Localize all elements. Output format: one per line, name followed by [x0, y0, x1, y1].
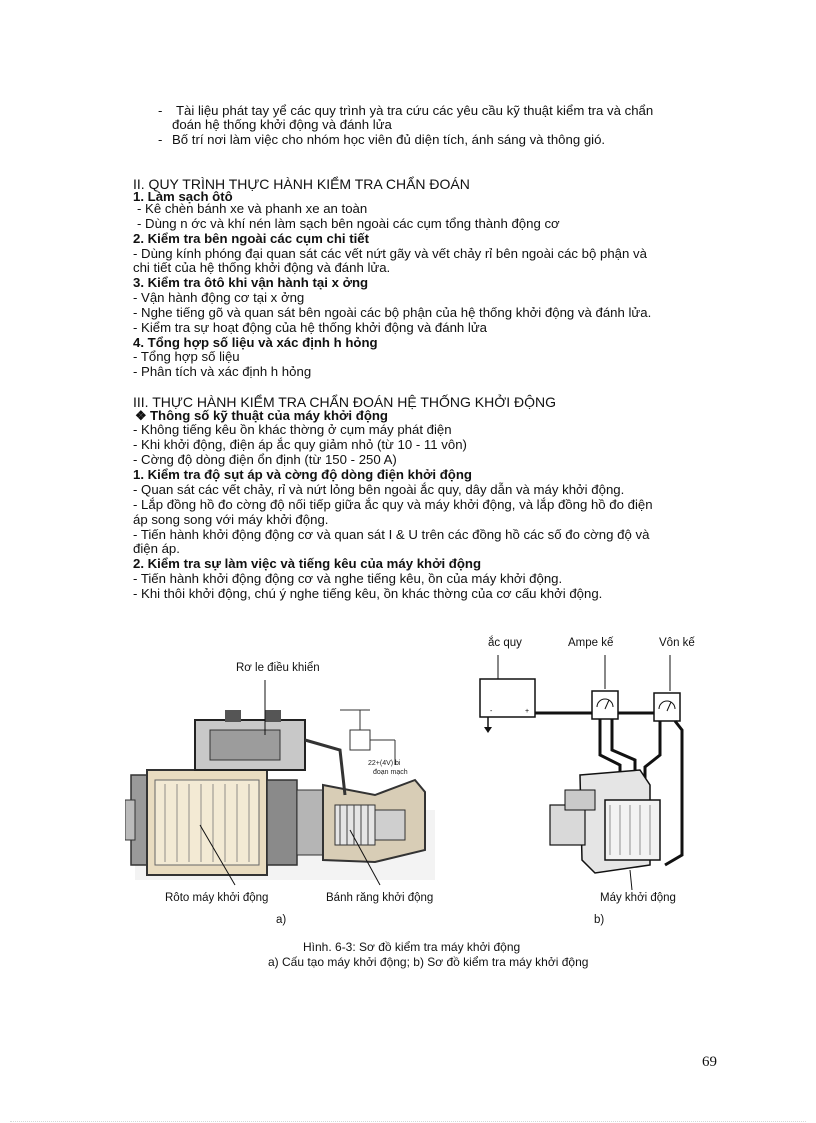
step-1-line-1: - Kê chèn bánh xe và phanh xe an toàn — [137, 201, 368, 216]
step-3-title: 3. Kiểm tra ôtô khi vận hành tại x ởng — [133, 275, 369, 290]
svg-text:+: + — [525, 708, 530, 715]
step-1-title: 1. Làm sạch ôtô — [133, 189, 233, 204]
step-4-title: 4. Tổng hợp số liệu và xác định h hỏng — [133, 335, 378, 350]
procedure-1-line-4: - Tiến hành khởi động động cơ và quan sát I & U trên các đồng hồ các số đo cờng độ và — [133, 527, 650, 542]
procedure-1-line-3: áp song song với máy khởi động. — [133, 512, 329, 527]
procedure-1-line-5: điện áp. — [133, 541, 180, 556]
label-b: b) — [594, 914, 605, 926]
figure-caption-line-1: Hình. 6-3: Sơ đồ kiểm tra máy khởi động — [303, 940, 521, 954]
step-3-line-2: - Nghe tiếng gõ và quan sát bên ngoài các bộ phận của hệ thống khởi động và đánh lửa. — [133, 305, 652, 320]
step-2-line-2: chi tiết của hệ thống khởi động và đánh lửa. — [133, 260, 391, 275]
test-circuit-diagram — [470, 655, 705, 890]
label-starter-motor: Máy khởi động — [600, 892, 676, 904]
svg-text:-: - — [490, 708, 493, 715]
label-voltmeter: Vôn kế — [659, 637, 695, 649]
spec-title: Thông số kỹ thuật của máy khởi động — [150, 408, 388, 423]
step-3-line-1: - Vận hành động cơ tại x ởng — [133, 290, 305, 305]
page-number: 69 — [702, 1054, 717, 1070]
step-2-title: 2. Kiểm tra bên ngoài các cụm chi tiết — [133, 231, 369, 246]
step-3-line-3: - Kiểm tra sự hoạt động của hệ thống khởi động và đánh lửa — [133, 320, 488, 335]
procedure-2-title: 2. Kiểm tra sự làm việc và tiếng kêu của máy khởi động — [133, 556, 482, 571]
label-pinion-gear: Bánh răng khởi động — [326, 892, 434, 904]
battery-icon — [480, 679, 535, 733]
label-ammeter: Ampe kế — [568, 637, 614, 649]
starter-motor-icon — [550, 770, 660, 873]
bullet-dash-2: - — [158, 132, 163, 147]
footer-divider — [10, 1121, 806, 1122]
spec-line-3: - Cờng độ dòng điện ổn định (từ 150 - 250 A) — [133, 452, 397, 467]
procedure-1-title: 1. Kiểm tra độ sụt áp và cờng độ dòng điện khởi động — [133, 467, 472, 482]
label-rotor: Rôto máy khởi động — [165, 892, 269, 904]
step-1-line-2: - Dùng n ớc và khí nén làm sạch bên ngoài các cụm tổng thành động cơ — [137, 216, 560, 231]
inner-text-circuit: đoạn mạch — [373, 769, 408, 776]
inner-text-voltage: 22+(4V) bi — [368, 760, 401, 767]
intro-bullet-2: Bố trí nơi làm việc cho nhóm học viên đủ diện tích, ánh sáng và thông gió. — [172, 132, 606, 147]
label-a: a) — [276, 914, 287, 926]
step-2-line-1: - Dùng kính phóng đại quan sát các vết nứt gãy và vết chảy rỉ bên ngoài các bộ phận và — [133, 246, 647, 261]
ammeter-icon — [592, 691, 618, 719]
procedure-2-line-1: - Tiến hành khởi động động cơ và nghe tiếng kêu, ồn của máy khởi động. — [133, 571, 563, 586]
section-3-heading: III. THỰC HÀNH KIỂM TRA CHẨN ĐOÁN HỆ THỐNG KHỞI ĐỘNG — [133, 394, 557, 410]
step-4-line-1: - Tổng hợp số liệu — [133, 349, 240, 364]
label-control-relay: Rơ le điều khiển — [236, 662, 320, 674]
bullet-dash-1: - — [158, 103, 163, 118]
voltmeter-icon — [654, 693, 680, 721]
spec-line-2: - Khi khởi động, điện áp ắc quy giảm nhỏ (từ 10 - 11 vôn) — [133, 437, 467, 452]
procedure-1-line-1: - Quan sát các vết chảy, rỉ và nứt lỏng bên ngoài ắc quy, dây dẫn và máy khởi động. — [133, 482, 625, 497]
procedure-2-line-2: - Khi thôi khởi động, chú ý nghe tiếng kêu, ồn khác thờng của cơ cấu khởi động. — [133, 586, 603, 601]
figure-caption-line-2: a) Cấu tạo máy khởi động; b) Sơ đồ kiểm tra máy khởi động — [268, 955, 589, 969]
intro-bullet-1-line-2: đoán hệ thống khởi động và đánh lửa — [172, 117, 392, 132]
intro-bullet-1-line-1: Tài liệu phát tay yể các quy trình yà tra cứu các yêu cầu kỹ thuật kiểm tra và chẩn — [176, 103, 654, 118]
spec-line-1: - Không tiếng kêu ồn khác thờng ở cụm máy phát điện — [133, 422, 452, 437]
procedure-1-line-2: - Lắp đồng hồ đo cờng độ nối tiếp giữa ắc quy và máy khởi động, và lắp đồng hồ đo điện — [133, 497, 653, 512]
label-battery: ắc quy — [488, 637, 522, 649]
starter-motor-cutaway-illustration — [125, 680, 445, 890]
diamond-bullet-icon: ❖ — [135, 408, 147, 423]
section-2-heading: II. QUY TRÌNH THỰC HÀNH KIỂM TRA CHẨN ĐOÁN — [133, 176, 470, 192]
step-4-line-2: - Phân tích và xác định h hỏng — [133, 364, 312, 379]
